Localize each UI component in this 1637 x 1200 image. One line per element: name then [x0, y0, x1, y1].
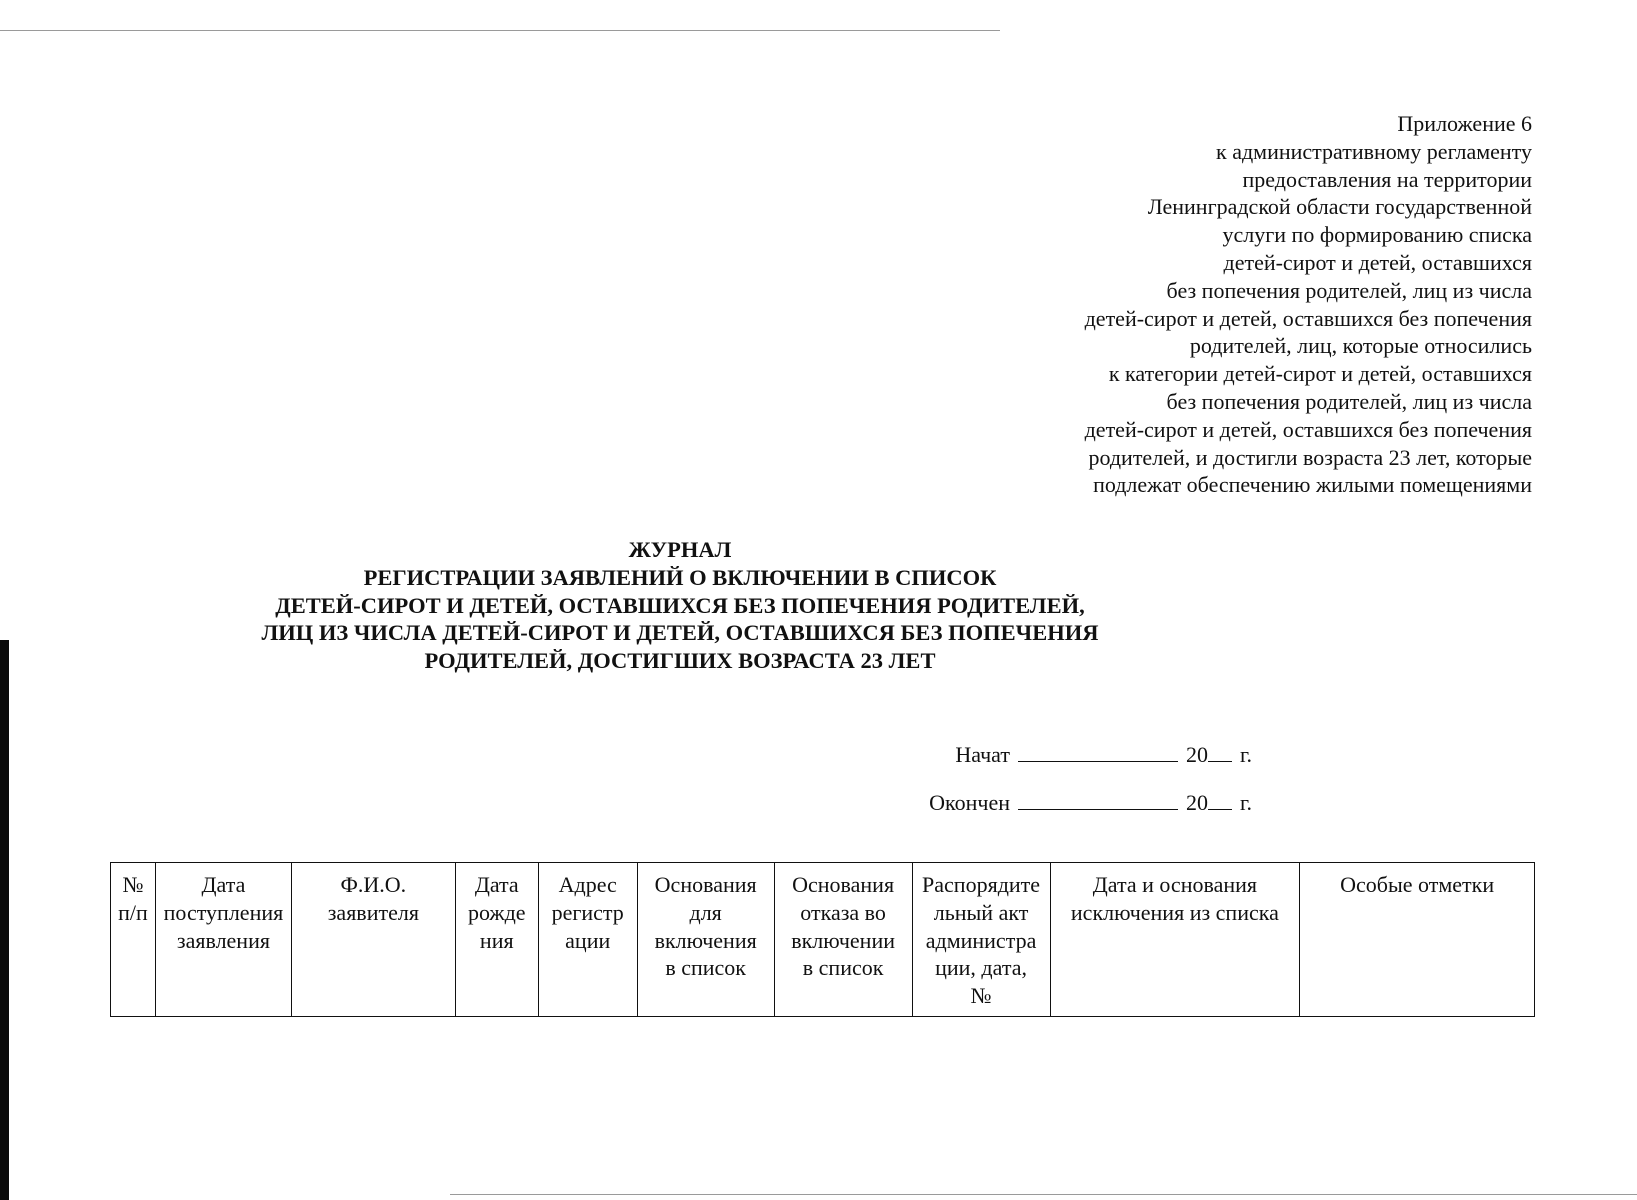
appendix-line: детей-сирот и детей, оставшихся без попечения: [1084, 416, 1532, 442]
header-text: Основания: [792, 872, 895, 897]
column-header-inclusion-grounds: [637, 863, 774, 1017]
title-line: ДЕТЕЙ-СИРОТ И ДЕТЕЙ, ОСТАВШИХСЯ БЕЗ ПОПЕЧЕНИЯ РОДИТЕЛЕЙ,: [275, 592, 1085, 618]
year-suffix: г.: [1240, 742, 1253, 767]
header-text: Дата: [474, 872, 519, 897]
scan-artifact-top-line: [0, 30, 1000, 31]
column-header-exclusion-date-grounds: [1050, 863, 1300, 1017]
column-header-special-notes: [1300, 863, 1535, 1017]
started-date-blank: [1018, 743, 1178, 762]
finished-label: Окончен: [929, 790, 1010, 815]
column-header-administrative-act: [912, 863, 1050, 1017]
appendix-line: без попечения родителей, лиц из числа: [1166, 277, 1532, 303]
header-text: Основания: [654, 872, 757, 897]
appendix-line: предоставления на территории: [1242, 166, 1532, 192]
started-label: Начат: [955, 742, 1010, 767]
header-text: исключения из списка: [1070, 899, 1279, 925]
scan-artifact-left-edge: [0, 640, 9, 1200]
column-header-refusal-grounds: [774, 863, 912, 1017]
appendix-line: родителей, лиц, которые относились: [1189, 333, 1532, 359]
appendix-line: Ленинградской области государственной: [1147, 194, 1532, 220]
column-header-birth-date: [455, 863, 538, 1017]
appendix-line: услуги по формированию списка: [1222, 222, 1532, 248]
appendix-line: Приложение 6: [1397, 111, 1532, 136]
header-text: заявителя: [327, 899, 419, 925]
header-text: Ф.И.О.: [340, 872, 407, 897]
title-line: РЕГИСТРАЦИИ ЗАЯВЛЕНИЙ О ВКЛЮЧЕНИИ В СПИСОК: [363, 564, 997, 590]
header-text: п/п: [118, 899, 148, 925]
header-text: ния: [479, 927, 514, 953]
column-header-receipt-date: [155, 863, 291, 1017]
year-blank: [1208, 743, 1232, 762]
scan-artifact-bottom-line: [450, 1194, 1637, 1195]
header-text: включении: [791, 927, 895, 953]
header-text: ции, дата,: [935, 955, 1027, 981]
header-text: включения: [654, 927, 757, 953]
header-text: Распорядите: [922, 872, 1041, 897]
finished-date-row: [880, 790, 1260, 838]
header-text: ации: [565, 927, 611, 953]
journal-title: [180, 536, 1180, 675]
column-header-registration-address: [538, 863, 637, 1017]
header-text: отказа во: [800, 899, 886, 925]
header-text: заявления: [176, 927, 270, 953]
header-text: льный акт: [933, 899, 1029, 925]
header-text: регистр: [551, 899, 624, 925]
header-text: в список: [802, 955, 884, 981]
year-blank: [1208, 791, 1232, 810]
appendix-note: [1012, 110, 1532, 499]
header-text: для: [689, 899, 722, 925]
appendix-line: детей-сирот и детей, оставшихся без попечения: [1084, 305, 1532, 331]
header-text: Особые отметки: [1340, 872, 1495, 897]
table-header-row: [111, 863, 1535, 1017]
journal-table: [110, 862, 1535, 1017]
header-text: поступления: [163, 899, 284, 925]
header-text: Адрес: [558, 872, 617, 897]
journal-dates: [880, 742, 1260, 838]
appendix-line: детей-сирот и детей, оставшихся: [1223, 249, 1532, 275]
appendix-line: к категории детей-сирот и детей, оставшихся: [1108, 361, 1532, 387]
year-prefix: 20: [1186, 790, 1208, 815]
title-line: РОДИТЕЛЕЙ, ДОСТИГШИХ ВОЗРАСТА 23 ЛЕТ: [424, 648, 936, 674]
appendix-line: родителей, и достигли возраста 23 лет, которые: [1088, 444, 1532, 470]
appendix-line: подлежат обеспечению жилыми помещениями: [1093, 472, 1532, 498]
appendix-line: к административному регламенту: [1216, 138, 1532, 164]
started-date-row: [880, 742, 1260, 790]
year-suffix: г.: [1240, 790, 1253, 815]
header-text: Дата: [201, 872, 246, 897]
column-header-number: [111, 863, 156, 1017]
title-line: ЛИЦ ИЗ ЧИСЛА ДЕТЕЙ-СИРОТ И ДЕТЕЙ, ОСТАВШИХСЯ БЕЗ ПОПЕЧЕНИЯ: [261, 620, 1099, 646]
header-text: администра: [925, 927, 1037, 953]
title-line: ЖУРНАЛ: [628, 537, 732, 562]
year-prefix: 20: [1186, 742, 1208, 767]
header-text: №: [970, 983, 992, 1009]
header-text: в список: [665, 955, 746, 981]
column-header-applicant-name: [291, 863, 455, 1017]
header-text: №: [122, 872, 144, 897]
header-text: Дата и основания: [1092, 872, 1258, 897]
appendix-line: без попечения родителей, лиц из числа: [1166, 388, 1532, 414]
header-text: рожде: [467, 899, 526, 925]
finished-date-blank: [1018, 791, 1178, 810]
